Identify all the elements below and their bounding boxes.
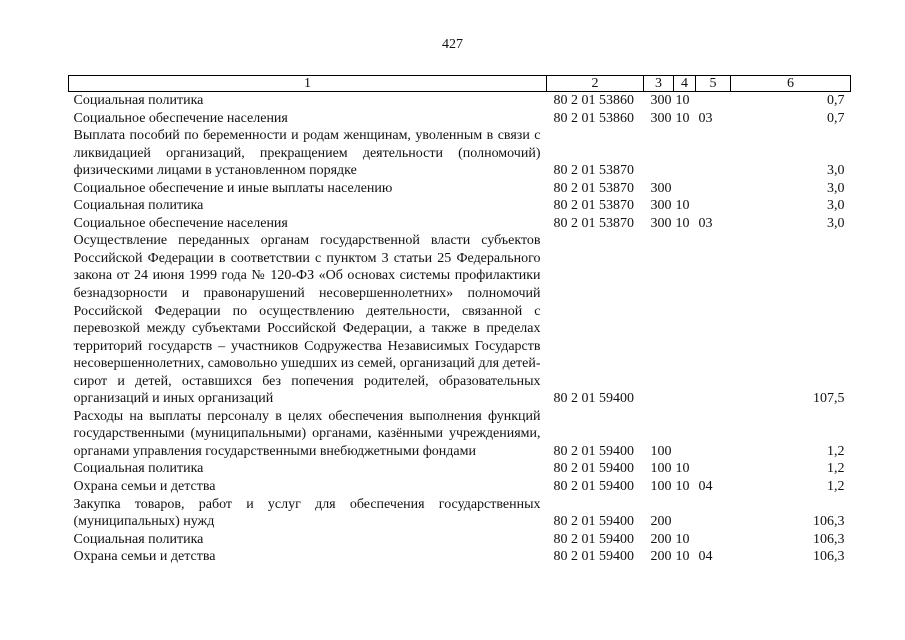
item-name: Закупка товаров, работ и услуг для обеспечения государственных (муниципальных) нужд	[73, 496, 541, 530]
target-code: 80 2 01 59400	[553, 531, 634, 547]
target-code: 80 2 01 59400	[553, 461, 634, 477]
expense-type: 200	[650, 549, 672, 565]
expense-type	[644, 232, 674, 407]
expense-type: 100	[650, 479, 672, 495]
target-code: 80 2 01 53870	[553, 180, 634, 196]
section: 10	[675, 531, 690, 547]
table-row	[69, 92, 851, 110]
target-code: 80 2 01 59400	[553, 549, 634, 565]
subsection	[696, 180, 731, 198]
header-row	[69, 76, 851, 92]
item-name: Охрана семьи и детства	[73, 549, 216, 565]
item-name: Социальное обеспечение и иные выплаты населению	[73, 180, 393, 196]
expense-type: 200	[650, 514, 672, 530]
target-code: 80 2 01 53870	[553, 215, 634, 231]
item-name: Социальное обеспечение населения	[73, 110, 288, 126]
table-row	[69, 408, 851, 461]
amount: 106,3	[813, 531, 845, 547]
subsection	[696, 92, 731, 110]
item-name: Осуществление переданных органам государственной власти субъектов Российской Федерации в соответствии с пунктом 3 статьи 25 Федерального закона от 24 июня 1999 года № 120-ФЗ «Об основах системы профилактики безнадзорности и правонарушений несовершеннолетних» полномочий Российской Федерации по осуществлению деятельности, связанной с перевозкой между субъектами Российской Федерации, а также в пределах территорий государств – участников Содружества Независимых Государств несовершеннолетних, самовольно ушедших из семей, организаций для детей-сирот и детей, оставшихся без попечения родителей, образовательных организаций и иных организаций	[73, 233, 541, 407]
table-row	[69, 180, 851, 198]
section: 10	[675, 461, 690, 477]
target-code: 80 2 01 59400	[553, 391, 634, 407]
section	[674, 127, 696, 180]
table-row	[69, 232, 851, 407]
target-code: 80 2 01 59400	[553, 479, 634, 495]
column-header-1: 1	[69, 76, 547, 92]
section: 10	[675, 479, 690, 495]
amount: 107,5	[813, 391, 845, 407]
section	[674, 180, 696, 198]
expense-type: 300	[650, 198, 672, 214]
subsection: 04	[698, 479, 713, 495]
section: 10	[675, 93, 690, 108]
amount: 1,2	[827, 443, 845, 459]
section	[674, 496, 696, 531]
column-header-6: 6	[731, 76, 851, 92]
target-code: 80 2 01 53860	[553, 93, 634, 108]
section: 10	[675, 198, 690, 214]
expense-type: 200	[650, 531, 672, 547]
subsection	[696, 460, 731, 478]
item-name: Охрана семьи и детства	[73, 479, 216, 495]
section	[674, 408, 696, 461]
column-header-2: 2	[547, 76, 644, 92]
amount: 1,2	[827, 479, 845, 495]
item-name: Социальная политика	[73, 461, 204, 477]
expense-type: 100	[650, 461, 672, 477]
subsection	[696, 127, 731, 180]
amount: 106,3	[813, 514, 845, 530]
subsection	[696, 496, 731, 531]
table-header	[69, 76, 851, 92]
table-row	[69, 478, 851, 496]
column-header-3: 3	[644, 76, 674, 92]
expense-type: 300	[650, 180, 672, 196]
item-name: Расходы на выплаты персоналу в целях обеспечения выполнения функций государственными (муниципальными) органами, казёнными учреждениями, органами управления государственными внебюджетными фондами	[73, 408, 541, 459]
target-code: 80 2 01 59400	[553, 443, 634, 459]
table-body	[69, 92, 851, 566]
table-row	[69, 197, 851, 215]
subsection	[696, 232, 731, 407]
section	[674, 232, 696, 407]
target-code: 80 2 01 53870	[553, 163, 634, 179]
column-header-5: 5	[696, 76, 731, 92]
subsection: 03	[698, 110, 713, 126]
subsection: 03	[698, 215, 713, 231]
table-row	[69, 496, 851, 531]
page-number: 427	[442, 37, 463, 52]
amount: 3,0	[827, 215, 845, 231]
budget-table	[68, 75, 851, 566]
column-header-4: 4	[674, 76, 696, 92]
section: 10	[675, 110, 690, 126]
subsection	[696, 197, 731, 215]
table-row	[69, 531, 851, 549]
amount: 0,7	[827, 93, 845, 108]
amount: 3,0	[827, 198, 845, 214]
target-code: 80 2 01 59400	[553, 514, 634, 530]
target-code: 80 2 01 53860	[553, 110, 634, 126]
amount: 3,0	[827, 163, 845, 179]
section: 10	[675, 215, 690, 231]
subsection	[696, 531, 731, 549]
expense-type: 300	[650, 215, 672, 231]
item-name: Социальная политика	[73, 198, 204, 214]
subsection	[696, 408, 731, 461]
amount: 106,3	[813, 549, 845, 565]
expense-type: 300	[650, 110, 672, 126]
amount: 1,2	[827, 461, 845, 477]
target-code: 80 2 01 53870	[553, 198, 634, 214]
amount: 0,7	[827, 110, 845, 126]
item-name: Социальное обеспечение населения	[73, 215, 288, 231]
table-row	[69, 548, 851, 566]
amount: 3,0	[827, 180, 845, 196]
expense-type: 300	[650, 93, 672, 108]
item-name: Социальная политика	[73, 93, 204, 108]
item-name: Выплата пособий по беременности и родам женщинам, уволенным в связи с ликвидацией организаций, прекращением деятельности (полномочий) физическими лицами в установленном порядке	[73, 128, 541, 179]
item-name: Социальная политика	[73, 531, 204, 547]
expense-type: 100	[650, 443, 672, 459]
expense-type	[644, 127, 674, 180]
table-row	[69, 110, 851, 128]
subsection: 04	[698, 549, 713, 565]
section: 10	[675, 549, 690, 565]
table-row	[69, 460, 851, 478]
table-row	[69, 215, 851, 233]
table-row	[69, 127, 851, 180]
